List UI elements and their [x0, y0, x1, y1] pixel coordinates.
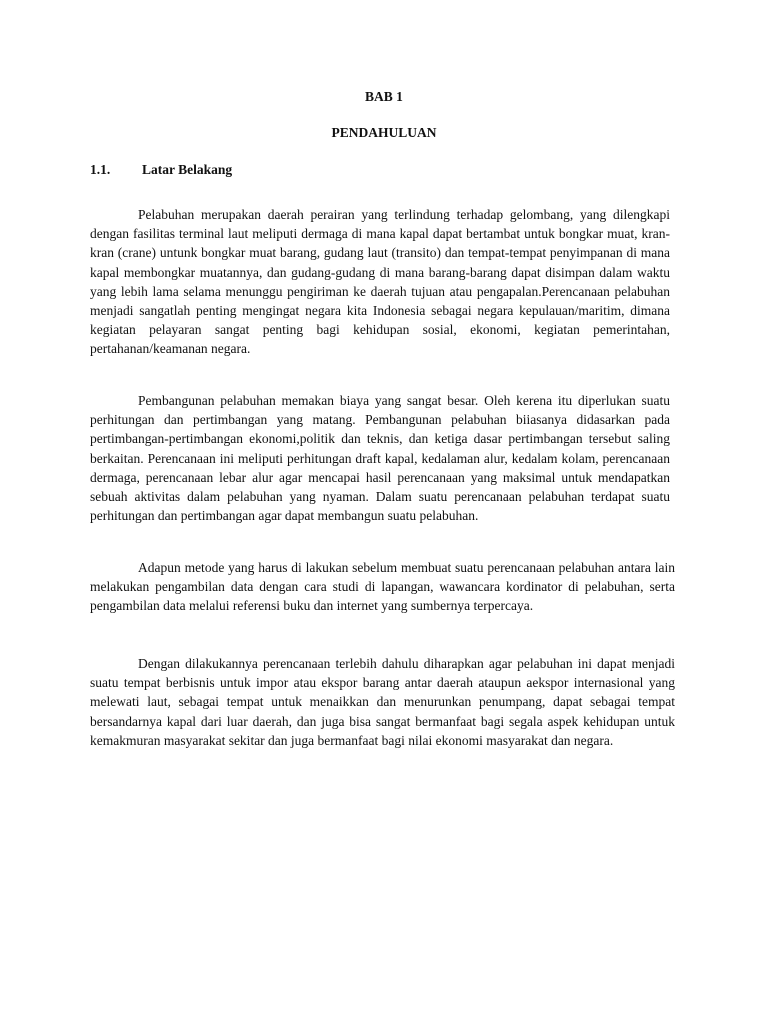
chapter-title: PENDAHULUAN — [331, 125, 437, 140]
paragraph-4: Dengan dilakukannya perencanaan terlebih dahulu diharapkan agar pelabuhan ini dapat menjadi suatu tempat berbisnis untuk impor atau ekspor barang antar daerah ataupun aekspor internasional yang melewati laut, sebagai tempat untuk menaikkan dan menurunkan penumpang, dapat sebagai tempat bersandarnya kapal dari luar daerah, dan juga bisa sangat bermanfaat bagi segala aspek kehidupan untuk kemakmuran masyarakat sekitar dan juga bermanfaat bagi nilai ekonomi masyarakat dan negara. — [90, 656, 675, 748]
section-heading — [90, 162, 232, 178]
chapter-label: BAB 1 — [365, 89, 403, 104]
section-number: 1.1. — [90, 162, 111, 177]
section-title: Latar Belakang — [142, 162, 233, 177]
paragraph-1: Pelabuhan merupakan daerah perairan yang terlindung terhadap gelombang, yang dilengkapi dengan fasilitas terminal laut meliputi dermaga di mana kapal dapat bertambat untuk bongkar muat, kran-kran (crane) untunk bongkar muat barang, gudang laut (transito) dan tempat-tempat penyimpanan di mana kapal membongkar muatannya, dan gudang-gudang di mana barang-barang dapat disimpan dalam waktu yang lebih lama selama menunggu pengiriman ke daerah tujuan atau pengapalan.Perencanaan pelabuhan menjadi sangatlah penting mengingat negara kita Indonesia sebagai negara kepulauan/maritim, dimana kegiatan pelayaran sangat penting bagi kehidupan sosial, ekonomi, kegiatan pemerintahan, pertahanan/keamanan negara. — [90, 207, 670, 357]
paragraph-3: Adapun metode yang harus di lakukan sebelum membuat suatu perencanaan pelabuhan antara lain melakukan pengambilan data dengan cara studi di lapangan, wawancara kordinator di pelabuhan, serta pengambilan data melalui referensi buku dan internet yang sumbernya terpercaya. — [90, 560, 675, 614]
paragraph-2: Pembangunan pelabuhan memakan biaya yang sangat besar. Oleh kerena itu diperlukan suatu perhitungan dan pertimbangan yang matang. Pembangunan pelabuhan biiasanya didasarkan pada pertimbangan-pertimbangan ekonomi,politik dan teknis, dan ketiga dasar pertimbangan tersebut saling berkaitan. Perencanaan ini meliputi perhitungan draft kapal, kedalaman alur, kedalam kolam, perencanaan dermaga, perencanaan lebar alur agar mencapai hasil perencanaan yang maksimal untuk mendapatkan sebuah aktivitas dalam pelabuhan yang nyaman. Dalam suatu perencanaan pelabuhan terdapat suatu perhitungan dan pertimbangan agar dapat membangun suatu pelabuhan. — [90, 393, 670, 524]
